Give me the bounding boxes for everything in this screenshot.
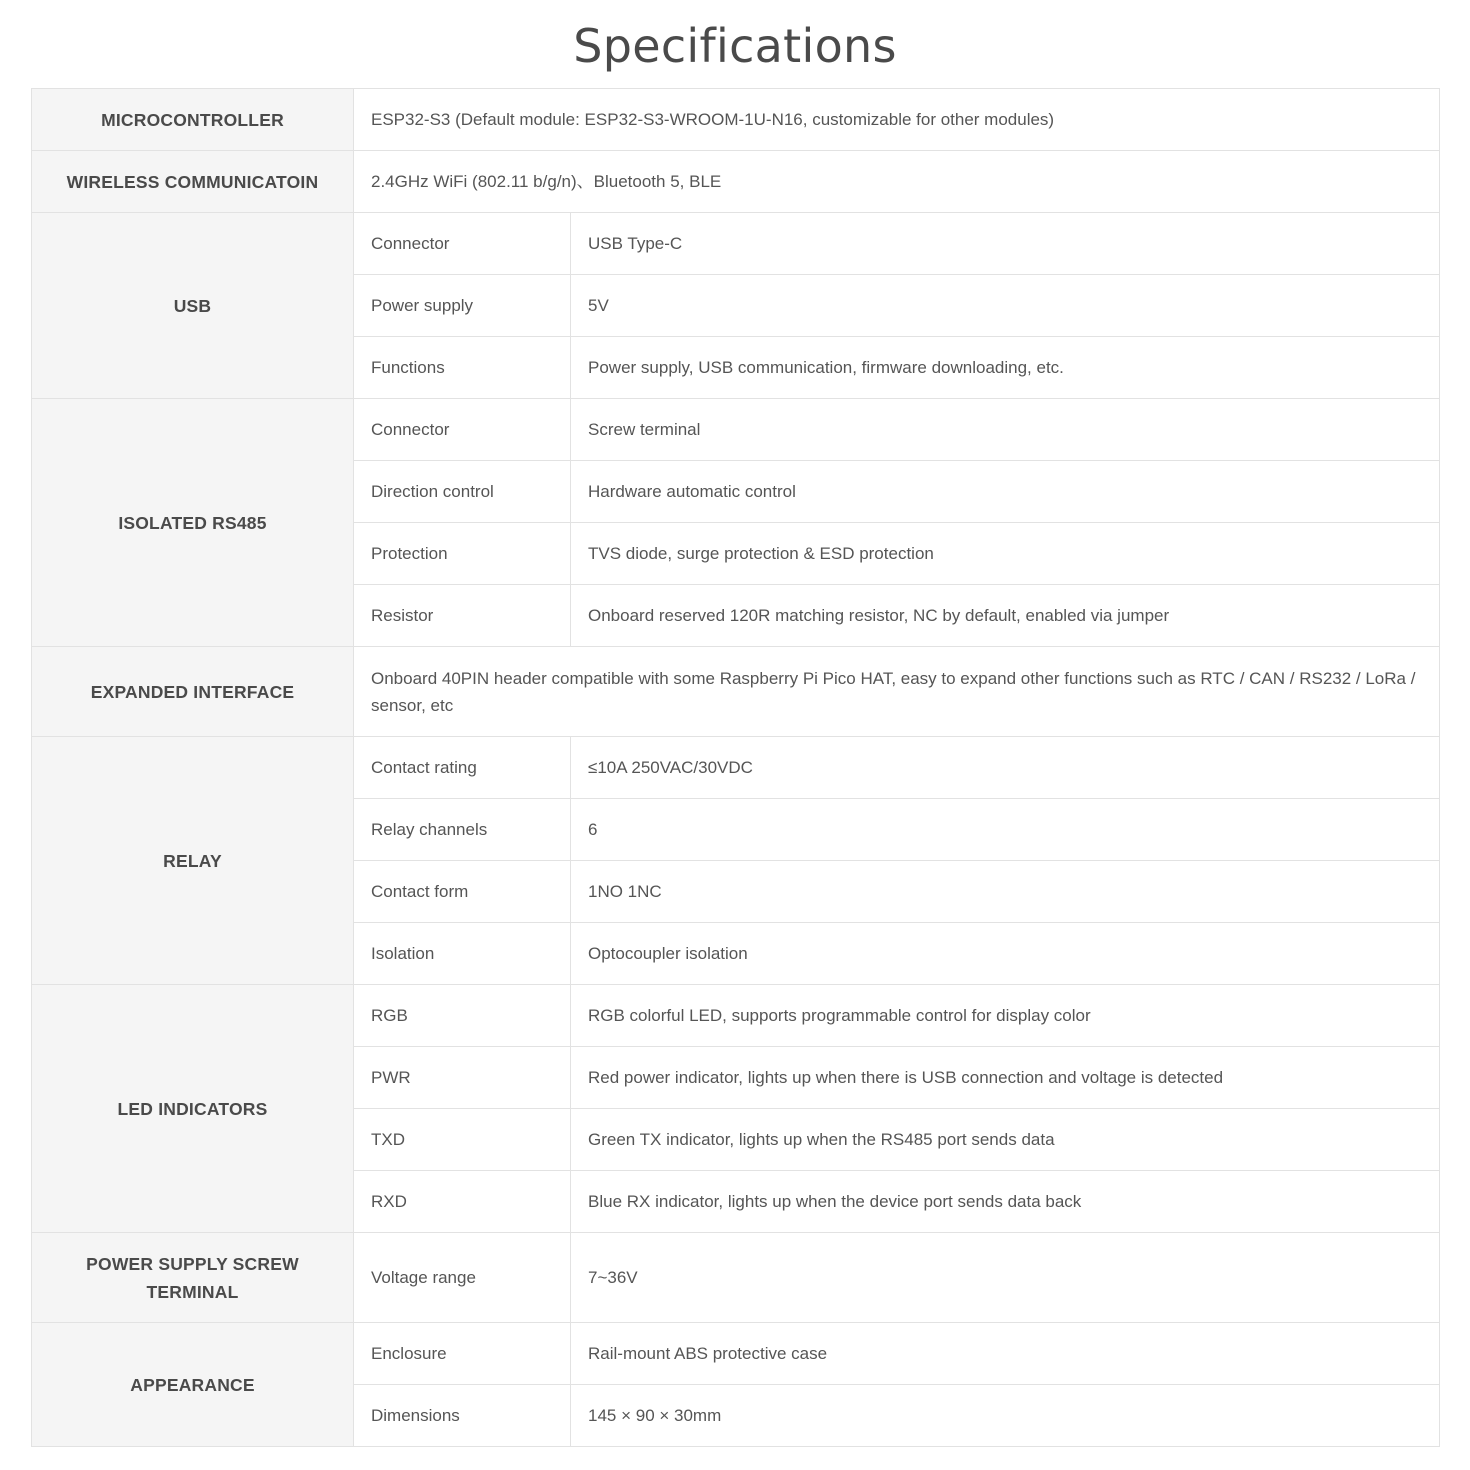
spec-category-relay: RELAY <box>32 737 354 985</box>
spec-category-wireless: WIRELESS COMMUNICATOIN <box>32 151 354 213</box>
spec-value: Blue RX indicator, lights up when the device port sends data back <box>571 1171 1440 1233</box>
spec-name: Direction control <box>354 461 571 523</box>
spec-value: 5V <box>571 275 1440 337</box>
spec-value: 1NO 1NC <box>571 861 1440 923</box>
spec-name: RGB <box>354 985 571 1047</box>
spec-category-microcontroller: MICROCONTROLLER <box>32 89 354 151</box>
spec-name: Power supply <box>354 275 571 337</box>
spec-name: Contact form <box>354 861 571 923</box>
spec-value: Screw terminal <box>571 399 1440 461</box>
spec-value: USB Type-C <box>571 213 1440 275</box>
table-row <box>32 399 1440 461</box>
spec-value: Onboard 40PIN header compatible with some Raspberry Pi Pico HAT, easy to expand other functions such as RTC / CAN / RS232 / LoRa / sensor, etc <box>354 647 1440 737</box>
spec-value: Onboard reserved 120R matching resistor, NC by default, enabled via jumper <box>571 585 1440 647</box>
spec-value: ≤10A 250VAC/30VDC <box>571 737 1440 799</box>
spec-value: Rail-mount ABS protective case <box>571 1323 1440 1385</box>
spec-value: Green TX indicator, lights up when the RS485 port sends data <box>571 1109 1440 1171</box>
spec-name: Enclosure <box>354 1323 571 1385</box>
spec-value: Optocoupler isolation <box>571 923 1440 985</box>
spec-name: TXD <box>354 1109 571 1171</box>
spec-name: Isolation <box>354 923 571 985</box>
spec-name: Protection <box>354 523 571 585</box>
spec-value: ESP32-S3 (Default module: ESP32-S3-WROOM-1U-N16, customizable for other modules) <box>354 89 1440 151</box>
spec-value: 7~36V <box>571 1233 1440 1323</box>
spec-name: Connector <box>354 399 571 461</box>
table-row <box>32 985 1440 1047</box>
spec-category-appearance: APPEARANCE <box>32 1323 354 1447</box>
table-row <box>32 89 1440 151</box>
table-row <box>32 1233 1440 1323</box>
spec-value: 2.4GHz WiFi (802.11 b/g/n)、Bluetooth 5, BLE <box>354 151 1440 213</box>
spec-name: Functions <box>354 337 571 399</box>
spec-name: Voltage range <box>354 1233 571 1323</box>
spec-name: Relay channels <box>354 799 571 861</box>
spec-name: Contact rating <box>354 737 571 799</box>
spec-category-usb: USB <box>32 213 354 399</box>
spec-name: Connector <box>354 213 571 275</box>
spec-value: 145 × 90 × 30mm <box>571 1385 1440 1447</box>
spec-name: Dimensions <box>354 1385 571 1447</box>
spec-category-rs485: ISOLATED RS485 <box>32 399 354 647</box>
spec-category-expanded-interface: EXPANDED INTERFACE <box>32 647 354 737</box>
page-title: Specifications <box>573 19 897 73</box>
spec-name: PWR <box>354 1047 571 1109</box>
table-row <box>32 647 1440 737</box>
table-row <box>32 213 1440 275</box>
spec-value: Hardware automatic control <box>571 461 1440 523</box>
spec-value: Power supply, USB communication, firmware downloading, etc. <box>571 337 1440 399</box>
table-row <box>32 737 1440 799</box>
spec-value: RGB colorful LED, supports programmable control for display color <box>571 985 1440 1047</box>
table-row <box>32 151 1440 213</box>
spec-category-power-supply-terminal: POWER SUPPLY SCREW TERMINAL <box>32 1233 354 1323</box>
table-row <box>32 1323 1440 1385</box>
spec-value: 6 <box>571 799 1440 861</box>
spec-name: Resistor <box>354 585 571 647</box>
specifications-table <box>31 88 1440 1447</box>
spec-category-led-indicators: LED INDICATORS <box>32 985 354 1233</box>
spec-name: RXD <box>354 1171 571 1233</box>
spec-value: TVS diode, surge protection & ESD protection <box>571 523 1440 585</box>
spec-value: Red power indicator, lights up when there is USB connection and voltage is detected <box>571 1047 1440 1109</box>
